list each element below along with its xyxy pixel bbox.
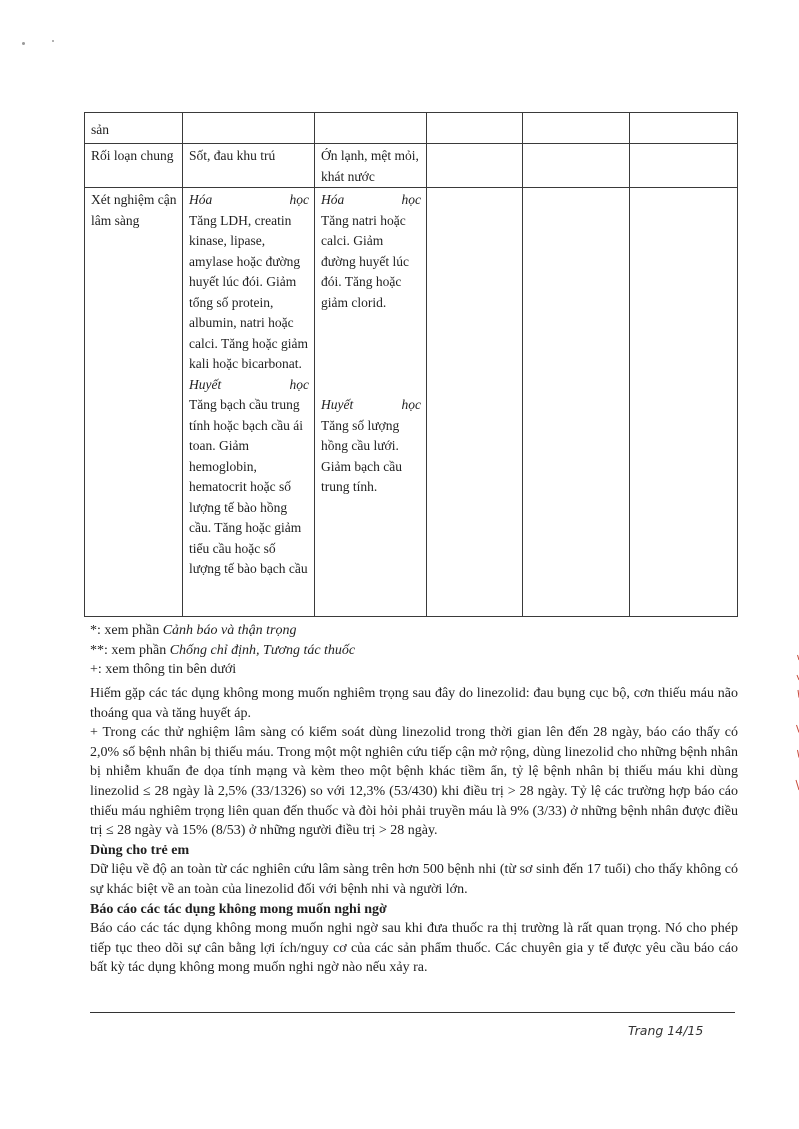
adverse-effects-table xyxy=(84,112,738,617)
table-cell xyxy=(630,144,738,188)
table-cell xyxy=(427,188,523,617)
footnote-prefix: *: xem phần xyxy=(90,623,163,638)
section-heading: Báo cáo các tác dụng không mong muốn nghi ngờ xyxy=(90,901,387,917)
paragraph: Hiếm gặp các tác dụng không mong muốn nghiêm trọng sau đây do linezolid: đau bụng cục bộ, cơn thiếu máu não thoáng qua và tăng huyết áp. xyxy=(90,686,738,721)
hematology-text: Tăng bạch cầu trung tính hoặc bạch cầu ái toan. Giảm hemoglobin, hematocrit hoặc số lượng tế bào hồng cầu. Tăng hoặc giảm tiểu cầu hoặc số lượng tế bào bạch cầu xyxy=(189,397,308,576)
cell-text: Rối loạn chung xyxy=(91,148,174,163)
table-row xyxy=(85,113,738,144)
cell-text: Xét nghiệm cận lâm sàng xyxy=(91,192,177,228)
table-cell xyxy=(85,144,183,188)
table-row xyxy=(85,188,738,617)
footnote xyxy=(90,621,740,641)
table-cell xyxy=(630,188,738,617)
footnote-reference: Chống chỉ định, Tương tác thuốc xyxy=(169,642,356,658)
table-cell xyxy=(523,188,630,617)
table-cell xyxy=(427,144,523,188)
footnote-prefix: **: xem phần xyxy=(90,642,170,658)
paragraph: Báo cáo các tác dụng không mong muốn nghi ngờ sau khi đưa thuốc ra thị trường là rất quan trọng. Nó cho phép tiếp tục theo dõi sự cân bằng lợi ích/nguy cơ của các sản phẩm thuốc. Các chuyên gia y tế được yêu cầu báo cáo bất kỳ tác dụng không mong muốn nghi ngờ nào nếu xảy ra. xyxy=(90,921,738,976)
cell-text: Ớn lạnh, mệt mỏi, khát nước xyxy=(321,148,419,184)
body-text xyxy=(90,684,738,978)
footnote xyxy=(90,641,740,661)
chemistry-text: Tăng LDH, creatin kinase, lipase, amylase hoặc đường huyết lúc đói. Giảm tổng số protein, albumin, natri hoặc calci. Tăng hoặc giảm kali hoặc bicarbonat. xyxy=(189,212,308,371)
red-edge-mark xyxy=(793,575,799,875)
table-cell xyxy=(630,113,738,144)
hematology-text: Tăng số lượng hồng cầu lưới. Giảm bạch cầu trung tính. xyxy=(321,417,402,494)
table-cell xyxy=(523,113,630,144)
page-number: Trang 14/15 xyxy=(628,1023,704,1038)
table-cell xyxy=(315,188,427,617)
table-cell xyxy=(183,144,315,188)
table-cell xyxy=(315,113,427,144)
cell-text: sản xyxy=(91,122,109,137)
table-cell xyxy=(315,144,427,188)
table-cell xyxy=(85,113,183,144)
hematology-heading: Huyết học xyxy=(189,376,309,392)
footnote: +: xem thông tin bên dưới xyxy=(90,662,237,677)
paragraph: Dữ liệu về độ an toàn từ các nghiên cứu lâm sàng trên hơn 500 bệnh nhi (từ sơ sinh đến 17 tuổi) cho thấy không có sự khác biệt về an toàn của linezolid đối với bệnh nhi và người lớn. xyxy=(90,862,738,897)
paragraph: + Trong các thử nghiệm lâm sàng có kiểm soát dùng linezolid trong thời gian lên đến 28 ngày, báo cáo thấy có 2,0% số bệnh nhân bị thiếu máu. Trong một một nghiên cứu tiếp cận mở rộng, dùng linezolid cho những bệnh nhân bị nhiễm khuẩn đe dọa tính mạng và kèm theo một bệnh khác tiềm ẩn, tỷ lệ bệnh nhân bị thiếu máu khi dùng linezolid ≤ 28 ngày là 2,5% (33/1326) so với 12,3% (53/430) khi điều trị > 28 ngày. Tỷ lệ các trường hợp báo cáo thiếu máu nghiêm trọng liên quan đến thuốc và đòi hỏi phải truyền máu là 9% (3/33) ở những bệnh nhân được điều trị ≤ 28 ngày và 15% (8/53) ở những người điều trị > 28 ngày. xyxy=(90,725,738,839)
chemistry-heading: Hóa học xyxy=(321,192,421,207)
chemistry-heading: Hóa học xyxy=(189,192,309,207)
table-footnotes xyxy=(90,621,740,680)
spacer xyxy=(321,313,421,395)
table-cell xyxy=(183,188,315,617)
table-row xyxy=(85,144,738,188)
section-heading: Dùng cho trẻ em xyxy=(90,842,190,858)
table-cell xyxy=(427,113,523,144)
table-cell xyxy=(85,188,183,617)
chemistry-text: Tăng natri hoặc calci. Giảm đường huyết lúc đói. Tăng hoặc giảm clorid. xyxy=(321,212,409,310)
scan-speck xyxy=(52,40,54,42)
cell-text: Sốt, đau khu trú xyxy=(189,148,276,163)
table-cell xyxy=(523,144,630,188)
hematology-heading: Huyết học xyxy=(321,397,421,412)
footer-divider xyxy=(90,1012,735,1013)
table-cell xyxy=(183,113,315,144)
scan-speck xyxy=(22,42,25,45)
footnote-reference: Cảnh báo và thận trọng xyxy=(162,623,297,638)
